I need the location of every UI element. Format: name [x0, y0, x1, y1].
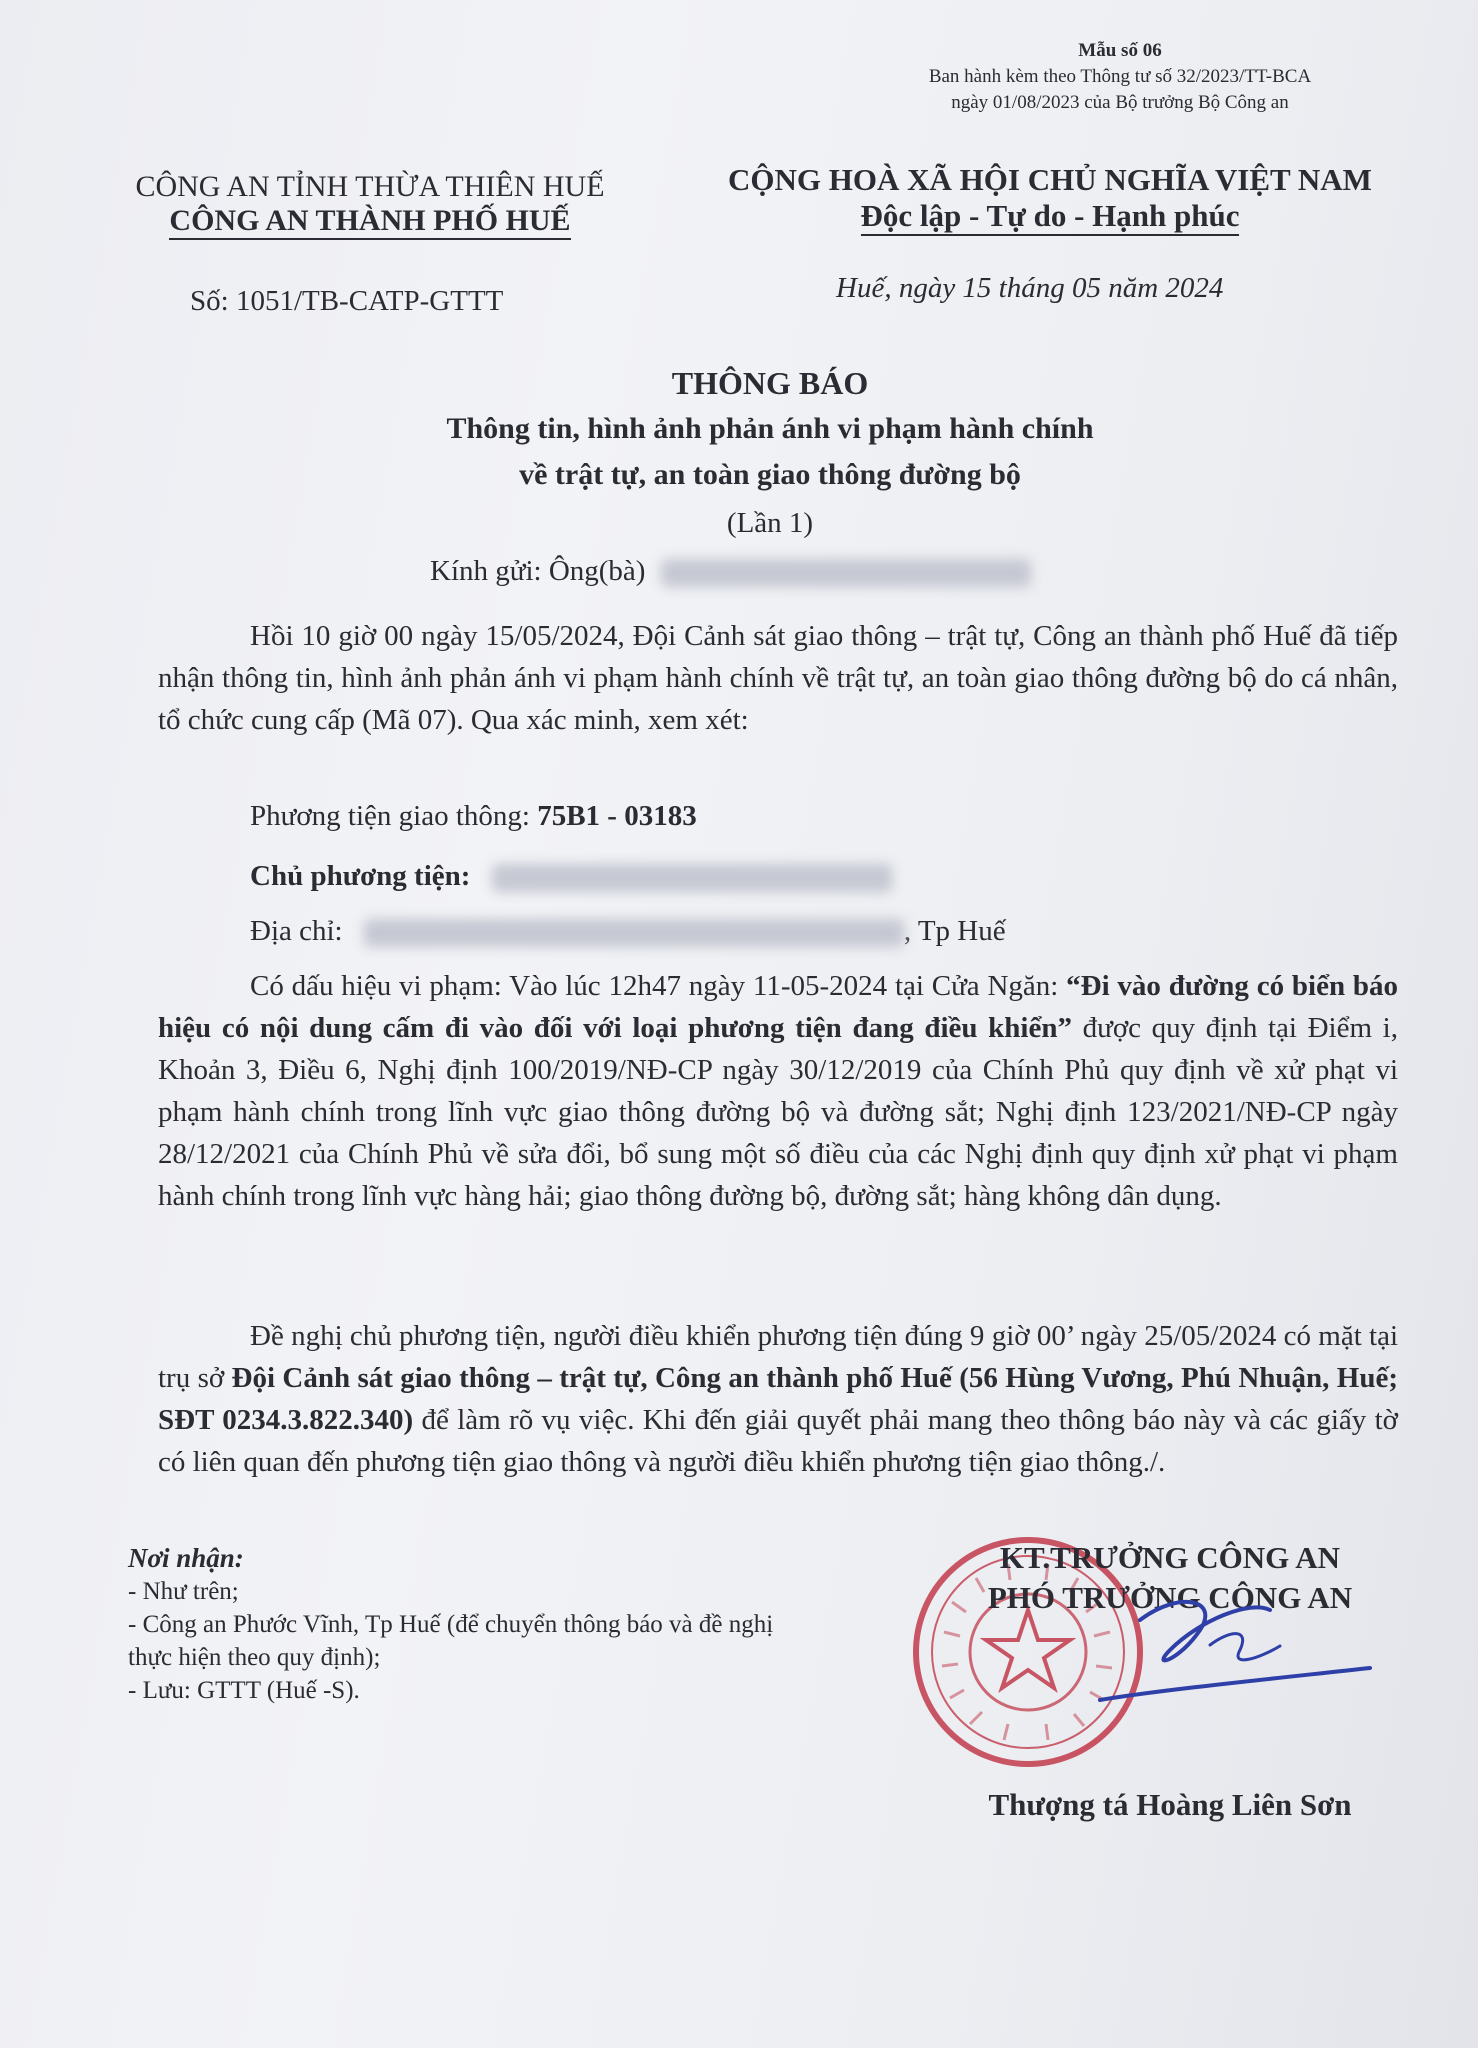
vehicle-line: [250, 800, 697, 833]
form-number: Mẫu số 06: [1078, 40, 1162, 61]
intro-paragraph: Hồi 10 giờ 00 ngày 15/05/2024, Đội Cảnh sát giao thông – trật tự, Công an thành phố Huế đã tiếp nhận thông tin, hình ảnh phản ánh vi phạm hành chính về trật tự, an toàn giao thông đường bộ do cá nhân, tổ chức cung cấp (Mã 07). Qua xác minh, xem xét:: [158, 620, 1398, 736]
salutation-label: Kính gửi: Ông(bà): [430, 555, 646, 587]
signer-name: Thượng tá Hoàng Liên Sơn: [988, 1787, 1352, 1822]
recipients-block: [128, 1542, 808, 1707]
violation-quote: “Đi vào đường có biển báo hiệu có nội dung cấm đi vào đối với loại phương tiện đang điều khiển”: [158, 970, 1398, 1044]
recipient-item: - Lưu: GTTT (Huế -S).: [128, 1677, 360, 1704]
violation-paragraph: [158, 965, 1398, 1217]
nation-name: CỘNG HOÀ XÃ HỘI CHỦ NGHĨA VIỆT NAM: [728, 162, 1372, 197]
form-issued-date: ngày 01/08/2023 của Bộ trưởng Bộ Công an: [951, 92, 1289, 113]
doc-number: 1051/TB-CATP-GTTT: [235, 285, 504, 317]
address-line: [250, 915, 1006, 948]
redacted-recipient-name: [661, 559, 1031, 587]
recipient-item: - Công an Phước Vĩnh, Tp Huế (để chuyển thông báo và đề nghị thực hiện theo quy định);: [128, 1611, 774, 1671]
nation-motto: Độc lập - Tự do - Hạnh phúc: [861, 198, 1240, 236]
notice-title-block: [250, 360, 1290, 548]
owner-line: [250, 860, 892, 893]
redacted-owner-name: [492, 864, 892, 892]
agency-header: [90, 170, 650, 238]
notice-subtitle-1: Thông tin, hình ảnh phản ánh vi phạm hành chính: [446, 412, 1094, 445]
agency-parent: CÔNG AN TỈNH THỪA THIÊN HUẾ: [135, 170, 605, 203]
vehicle-label: Phương tiện giao thông:: [250, 800, 530, 832]
signature-title-2: PHÓ TRƯỞNG CÔNG AN: [987, 1580, 1353, 1615]
form-issued-with: Ban hành kèm theo Thông tư số 32/2023/TT-BCA: [928, 66, 1312, 87]
notice-title: THÔNG BÁO: [671, 365, 869, 401]
vehicle-plate: 75B1 - 03183: [537, 800, 697, 832]
nation-header: [690, 162, 1410, 234]
handwritten-signature-icon: [1080, 1550, 1380, 1730]
salutation: [430, 555, 1031, 588]
recipient-item: - Như trên;: [128, 1578, 239, 1605]
violation-detail: được quy định tại Điểm i, Khoản 3, Điều 6, Nghị định 100/2019/NĐ-CP ngày 30/12/2019 của Chính Phủ quy định về xử phạt vi phạm hành chính trong lĩnh vực giao thông đường bộ và đường sắt; Nghị định 123/2021/NĐ-CP ngày 28/12/2021 của Chính Phủ về sửa đổi, bổ sung một số điều của các Nghị định quy định xử phạt vi phạm hành chính trong lĩnh vực hàng hải; giao thông đường bộ, đường sắt; hàng không dân dụng.: [158, 1012, 1398, 1212]
doc-number-line: [190, 285, 503, 318]
request-office: Đội Cảnh sát giao thông – trật tự, Công an thành phố Huế (56 Hùng Vương, Phú Nhuận, Huế; SĐT 0234.3.822.340): [158, 1362, 1398, 1436]
notice-subtitle-2: về trật tự, an toàn giao thông đường bộ: [519, 458, 1021, 491]
address-label: Địa chỉ:: [250, 915, 343, 947]
address-city: , Tp Huế: [903, 915, 1006, 947]
agency-name: CÔNG AN THÀNH PHỐ HUẾ: [169, 204, 570, 240]
notice-round: (Lần 1): [726, 507, 814, 539]
doc-number-label: Số:: [190, 285, 229, 317]
place-date: Huế, ngày 15 tháng 05 năm 2024: [836, 272, 1224, 304]
owner-label: Chủ phương tiện:: [250, 860, 471, 892]
violation-prefix: Có dấu hiệu vi phạm: Vào lúc 12h47 ngày 11-05-2024 tại Cửa Ngăn:: [250, 970, 1067, 1002]
signature-title-1: KT.TRƯỞNG CÔNG AN: [999, 1540, 1341, 1575]
redacted-address: [364, 919, 904, 947]
request-prefix: Đề nghị chủ phương tiện, người điều khiển phương tiện đúng 9 giờ 00’ ngày 25/05/2024 có mặt tại trụ sở: [158, 1320, 1398, 1394]
request-detail: để làm rõ vụ việc. Khi đến giải quyết phải mang theo thông báo này và các giấy tờ có liên quan đến phương tiện giao thông và người điều khiển phương tiện giao thông./.: [158, 1404, 1398, 1478]
recipients-heading: Nơi nhận:: [128, 1543, 244, 1573]
form-reference: [860, 38, 1380, 116]
request-paragraph: [158, 1315, 1398, 1483]
